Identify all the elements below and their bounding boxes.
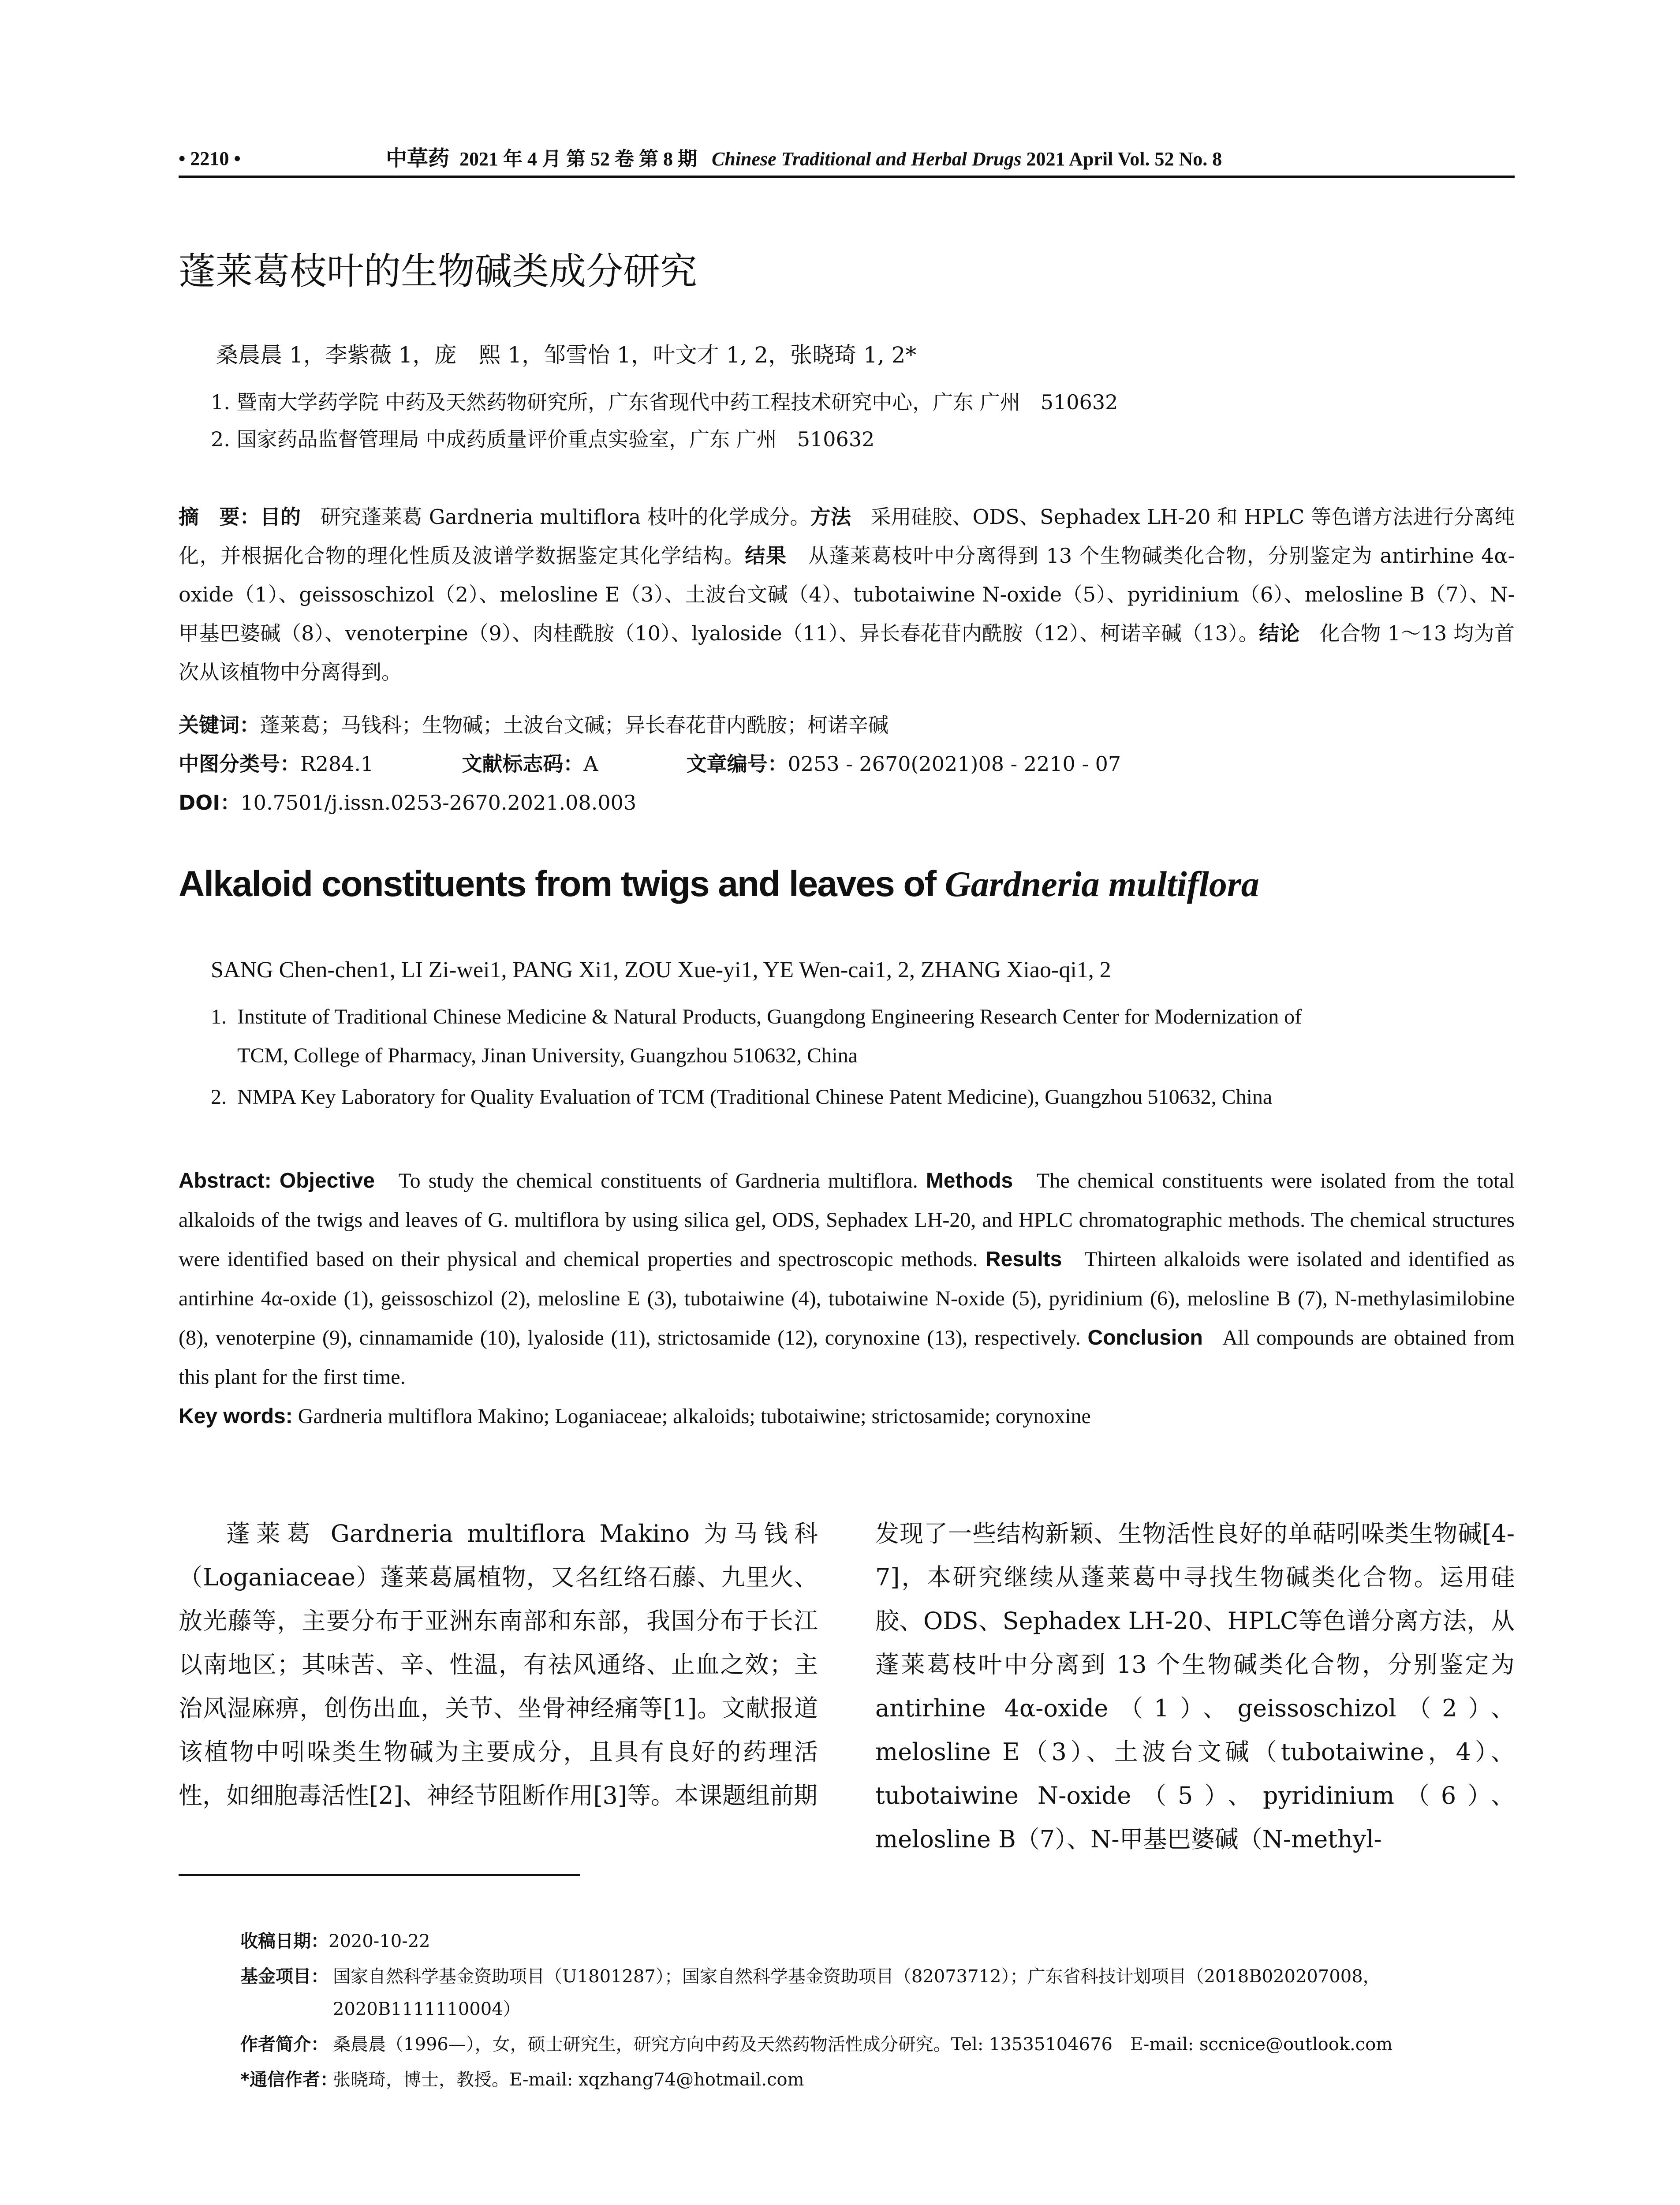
received-date: 2020-10-22 bbox=[329, 1931, 430, 1951]
article-no-label: 文章编号： bbox=[686, 752, 788, 776]
abstract-en-label: Abstract: bbox=[179, 1169, 272, 1192]
conclusion-cn-label: 结论 bbox=[1259, 621, 1300, 645]
keywords-en-label: Key words: bbox=[179, 1405, 293, 1428]
affiliation-en-2 bbox=[211, 1078, 1516, 1117]
doi-label: DOI： bbox=[179, 791, 241, 815]
abstract-en bbox=[179, 1161, 1515, 1436]
journal-issue-en: 2021 April Vol. 52 No. 8 bbox=[1026, 148, 1222, 170]
corresponding-text: 张晓琦，博士，教授。E-mail: xqzhang74@hotmail.com bbox=[333, 2070, 804, 2090]
affiliation-cn-1: 1. 暨南大学药学院 中药及天然药物研究所，广东省现代中药工程技术研究中心，广东 广州 510632 bbox=[211, 390, 1118, 414]
methods-cn: 采用硅胶、ODS、Sephadex LH-20 和 HPLC 等色谱方法进行分离纯化，并根据化合物的理化性质及波谱学数据鉴定其化学结构。 bbox=[179, 505, 1515, 568]
methods-en: The chemical constituents were isolated from the total alkaloids of the twigs and leaves of G. multiflora by using silica gel, ODS, Sephadex LH-20, and HPLC chromatographic methods. The chemical structures were identified based on their physical and chemical properties and spectroscopic methods. bbox=[179, 1169, 1515, 1271]
received-label: 收稿日期： bbox=[240, 1931, 329, 1951]
affiliation-en-1-line1: Institute of Traditional Chinese Medicine & Natural Products, Guangdong Engineering Research Center for Modernization of bbox=[237, 1005, 1302, 1028]
footnote-corresponding bbox=[240, 2063, 1515, 2096]
doc-code-label: 文献标志码： bbox=[462, 752, 584, 776]
affiliation-en-1 bbox=[211, 998, 1516, 1075]
page-number: • 2210 • bbox=[179, 148, 241, 169]
objective-en-label: Objective bbox=[279, 1169, 375, 1192]
keywords-cn-label: 关键词： bbox=[179, 713, 260, 737]
author-label: 作者简介： bbox=[240, 2034, 329, 2055]
running-header bbox=[179, 140, 1515, 178]
affiliation-en-2-num: 2. bbox=[211, 1085, 227, 1109]
footnotes bbox=[240, 1925, 1515, 2096]
conclusion-en-label: Conclusion bbox=[1087, 1326, 1203, 1349]
doi-line bbox=[179, 783, 1515, 822]
affiliation-en-2-line1: NMPA Key Laboratory for Quality Evaluation of TCM (Traditional Chinese Patent Medicine), Guangzhou 510632, China bbox=[237, 1085, 1273, 1109]
doi-value: 10.7501/j.issn.0253-2670.2021.08.003 bbox=[240, 791, 637, 815]
footnote-author bbox=[240, 2028, 1515, 2061]
article-title-en bbox=[179, 860, 1259, 908]
results-cn-label: 结果 bbox=[745, 544, 787, 568]
keywords-en: Gardneria multiflora Makino; Loganiaceae; alkaloids; tubotaiwine; strictosamide; corynoxine bbox=[298, 1405, 1091, 1428]
title-en-main: Alkaloid constituents from twigs and leaves of bbox=[179, 864, 945, 904]
doc-code: A bbox=[583, 752, 598, 776]
methods-cn-label: 方法 bbox=[810, 505, 851, 529]
journal-logo: 中草药 bbox=[386, 147, 450, 170]
body-paragraph-right: 发现了一些结构新颖、生物活性良好的单萜吲哚类生物碱[4-7]，本研究继续从蓬莱葛中寻找生物碱类化合物。运用硅胶、ODS、Sephadex LH-20、HPLC等色谱分离方法，从蓬莱葛枝叶中分离到 13 个生物碱类化合物，分别鉴定为 antirhine 4α-oxide（1）、geissoschizol（2）、melosline E（3）、土波台文碱（tubotaiwine，4）、tubotaiwine N-oxide（5）、pyridinium（6）、melosline B（7）、N-甲基巴婆碱（N-methyl- bbox=[875, 1520, 1515, 1853]
methods-en-label: Methods bbox=[926, 1169, 1013, 1192]
clc-label: 中图分类号： bbox=[179, 752, 300, 776]
article-no: 0253 - 2670(2021)08 - 2210 - 07 bbox=[788, 752, 1121, 776]
footnote-fund bbox=[240, 1960, 1515, 2026]
affiliation-en-1-num: 1. bbox=[211, 1005, 227, 1028]
objective-en: To study the chemical constituents of Gardneria multiflora. bbox=[398, 1169, 918, 1192]
classification-line bbox=[179, 744, 1515, 783]
keywords-cn: 蓬莱葛；马钱科；生物碱；土波台文碱；异长春花苷内酰胺；柯诺辛碱 bbox=[260, 713, 889, 737]
corresponding-label: *通信作者： bbox=[240, 2070, 338, 2090]
title-en-species: Gardneria multiflora bbox=[945, 864, 1259, 904]
journal-name-en: Chinese Traditional and Herbal Drugs bbox=[712, 148, 1022, 170]
journal-issue-cn: 2021 年 4 月 第 52 卷 第 8 期 bbox=[459, 148, 698, 170]
meta-cn bbox=[179, 706, 1515, 822]
fund-label: 基金项目： bbox=[240, 1966, 329, 1987]
affiliation-en-1-line2: TCM, College of Pharmacy, Jinan University, Guangzhou 510632, China bbox=[237, 1044, 858, 1067]
results-cn: 从蓬莱葛枝叶中分离得到 13 个生物碱类化合物，分别鉴定为 antirhine 4α-oxide（1）、geissoschizol（2）、melosline E（3）、土波台文碱（4）、tubotaiwine N-oxide（5）、pyridinium（6）、melosline B（7）、N-甲基巴婆碱（8）、venoterpine（9）、肉桂酰胺（10）、lyaloside（11）、异长春花苷内酰胺（12）、柯诺辛碱（13）。 bbox=[179, 544, 1515, 645]
body-column-left bbox=[179, 1512, 818, 1817]
body-paragraph-left: 蓬莱葛 Gardneria multiflora Makino 为马钱科（Loganiaceae）蓬莱葛属植物，又名红络石藤、九里火、放光藤等，主要分布于亚洲东南部和东部，我国分布于长江以南地区；其味苦、辛、性温，有祛风通络、止血之效；主治风湿麻痹，创伤出血，关节、坐骨神经痛等[1]。文献报道该植物中吲哚类生物碱为主要成分，且具有良好的药理活性，如细胞毒活性[2]、神经节阻断作用[3]等。本课题组前期 bbox=[179, 1520, 818, 1809]
abstract-cn-label: 摘 要： bbox=[179, 505, 260, 529]
conclusion-en: All compounds are obtained from this plant for the first time. bbox=[179, 1326, 1515, 1389]
body-column-right bbox=[875, 1512, 1515, 1861]
authors-cn: 桑晨晨 1，李紫薇 1，庞 熙 1，邹雪怡 1，叶文才 1, 2，张晓琦 1, 2* bbox=[216, 342, 917, 368]
results-en: Thirteen alkaloids were isolated and identified as antirhine 4α-oxide (1), geissoschizol (2), melosline E (3), tubotaiwine (4), tubotaiwine N-oxide (5), pyridinium (6), melosline B (7), N-methylasimilobine (8), venoterpine (9), cinnamamide (10), lyaloside (11), strictosamide (12), corynoxine (13), respectively. bbox=[179, 1248, 1515, 1349]
keywords-cn-line bbox=[179, 706, 1515, 744]
author-text: 桑晨晨（1996—），女，硕士研究生，研究方向中药及天然药物活性成分研究。Tel: 13535104676 E-mail: sccnice@outlook.com bbox=[333, 2034, 1393, 2055]
keywords-en-line bbox=[179, 1397, 1515, 1436]
footnote-received bbox=[240, 1925, 1515, 1958]
authors-en: SANG Chen-chen1, LI Zi-wei1, PANG Xi1, ZOU Xue-yi1, YE Wen-cai1, 2, ZHANG Xiao-qi1, 2 bbox=[211, 957, 1111, 983]
fund-text: 国家自然科学基金资助项目（U1801287）；国家自然科学基金资助项目（82073712）；广东省科技计划项目（2018B020207008，2020B1111110004） bbox=[333, 1966, 1381, 2019]
results-en-label: Results bbox=[985, 1248, 1062, 1271]
journal-info bbox=[386, 146, 1222, 172]
footnote-divider bbox=[179, 1874, 580, 1876]
conclusion-cn: 化合物 1～13 均为首次从该植物中分离得到。 bbox=[179, 621, 1515, 684]
article-title-cn: 蓬莱葛枝叶的生物碱类成分研究 bbox=[179, 250, 698, 293]
abstract-cn bbox=[179, 497, 1515, 691]
clc-code: R284.1 bbox=[300, 752, 374, 776]
objective-cn-label: 目的 bbox=[260, 505, 301, 529]
affiliation-cn-2: 2. 国家药品监督管理局 中成药质量评价重点实验室，广东 广州 510632 bbox=[211, 427, 875, 451]
objective-cn: 研究蓬莱葛 Gardneria multiflora 枝叶的化学成分。 bbox=[320, 505, 810, 529]
